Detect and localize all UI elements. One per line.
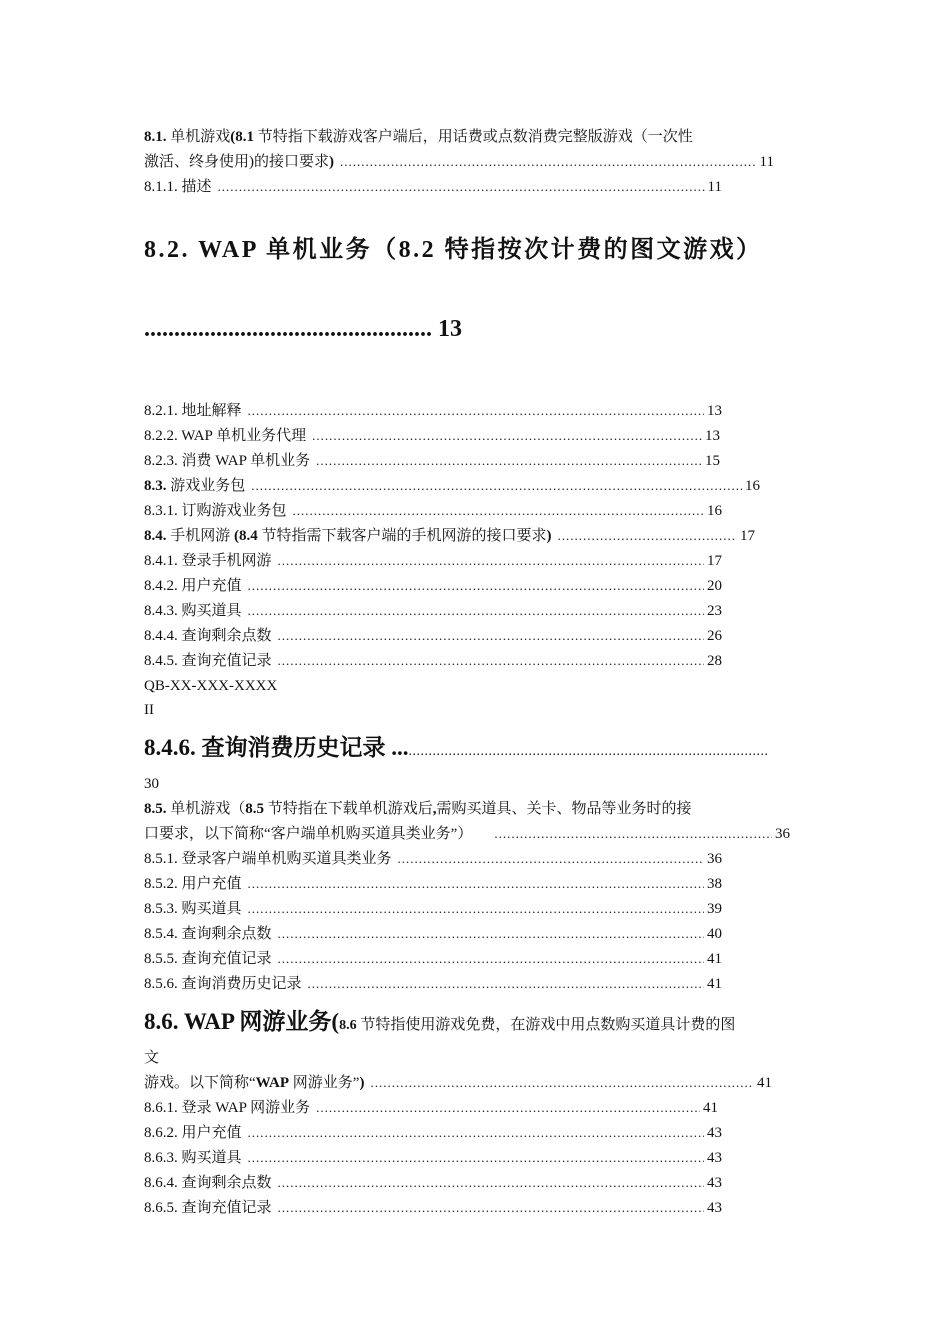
toc-entry-8-5-5[interactable] bbox=[144, 949, 722, 969]
toc-desc-cont: 游戏。以下简称“ bbox=[144, 1075, 256, 1091]
toc-entry-8-4-1[interactable] bbox=[144, 551, 722, 571]
toc-label: 8.6.3. 购买道具 bbox=[144, 1150, 242, 1166]
toc-entry-8-5-1[interactable] bbox=[144, 849, 722, 869]
page-number: 36 bbox=[775, 826, 790, 842]
toc-title: 手机网游 bbox=[166, 528, 235, 544]
doc-code: QB-XX-XXX-XXXX bbox=[144, 678, 278, 694]
page-number: 36 bbox=[707, 851, 722, 867]
toc-heading-8-6[interactable] bbox=[144, 1007, 735, 1041]
toc-label: 8.5.6. 查询消费历史记录 bbox=[144, 976, 302, 992]
dot-leader bbox=[218, 177, 705, 197]
toc-desc: 节特指需下载客户端的手机网游的接口要求 bbox=[257, 528, 547, 544]
dot-leader bbox=[316, 1098, 700, 1118]
toc-number: 8.4. bbox=[144, 528, 167, 544]
toc-entry-8-2-1[interactable] bbox=[144, 401, 722, 421]
page-number: 13 bbox=[438, 316, 462, 342]
toc-entry-8-2-2[interactable] bbox=[144, 426, 720, 446]
toc-title: 单机游戏（ bbox=[166, 801, 246, 817]
page-number: 43 bbox=[707, 1150, 722, 1166]
toc-entry-8-5-6[interactable] bbox=[144, 974, 722, 994]
toc-entry-8-2-3[interactable] bbox=[144, 451, 720, 471]
page-number: 17 bbox=[707, 553, 722, 569]
page-number: 41 bbox=[703, 1100, 718, 1116]
dot-leader bbox=[312, 426, 702, 446]
toc-label: 8.6.4. 查询剩余点数 bbox=[144, 1175, 272, 1191]
toc-desc-2: 需购买道具、关卡、物品等业务时的接 bbox=[436, 801, 692, 817]
dot-leader bbox=[248, 874, 704, 894]
roman-page-number: II bbox=[144, 702, 154, 718]
toc-entry-8-5-line2[interactable] bbox=[144, 824, 790, 844]
toc-paren: (8.1 bbox=[230, 129, 255, 145]
dot-leader bbox=[278, 1173, 704, 1193]
toc-label: 8.3.1. 订购游戏业务包 bbox=[144, 503, 287, 519]
toc-heading-8-2[interactable]: 8.2. WAP 单机业务（8.2 特指按次计费的图文游戏） bbox=[144, 237, 763, 263]
toc-paren: 8.6 bbox=[339, 1018, 357, 1033]
toc-label: 8.6.2. 用户充值 bbox=[144, 1125, 242, 1141]
page-number: 38 bbox=[707, 876, 722, 892]
toc-heading-text: 8.6. WAP 网游业务( bbox=[144, 1009, 340, 1034]
dot-leader bbox=[494, 824, 772, 844]
toc-label: 8.4.4. 查询剩余点数 bbox=[144, 628, 272, 644]
dot-leader bbox=[248, 1123, 704, 1143]
toc-entry-8-4-2[interactable] bbox=[144, 576, 722, 596]
toc-entry-8-6-2[interactable] bbox=[144, 1123, 722, 1143]
toc-heading-8-4-6-page: 30 bbox=[144, 776, 159, 792]
toc-desc: 节特指在下载单机游戏后 bbox=[264, 801, 433, 817]
dot-leader: .......................................................................................... bbox=[408, 744, 769, 759]
dot-leader bbox=[251, 476, 742, 496]
dot-leader bbox=[278, 949, 704, 969]
toc-desc-cont: 口要求，以下简称“客户端单机购买道具类业务”） bbox=[144, 826, 473, 842]
toc-label: 8.2.2. WAP 单机业务代理 bbox=[144, 428, 307, 444]
toc-label: 8.4.1. 登录手机网游 bbox=[144, 553, 272, 569]
dot-leader bbox=[308, 974, 704, 994]
dot-leader bbox=[340, 152, 757, 172]
toc-entry-8-4-3[interactable] bbox=[144, 601, 722, 621]
toc-entry-8-6-4[interactable] bbox=[144, 1173, 722, 1193]
toc-desc: 节特指下载游戏客户端后，用话费或点数消费完整版游戏（一次性 bbox=[254, 129, 693, 145]
page-number: 43 bbox=[707, 1175, 722, 1191]
toc-paren-close: ) bbox=[359, 1075, 365, 1091]
page-number: 28 bbox=[707, 653, 722, 669]
dot-leader bbox=[278, 924, 704, 944]
toc-heading-text: 8.4.6. 查询消费历史记录 ... bbox=[144, 735, 409, 760]
page-number: 39 bbox=[707, 901, 722, 917]
toc-paren-close: ) bbox=[329, 154, 335, 170]
page-number: 26 bbox=[707, 628, 722, 644]
page-number: 41 bbox=[707, 951, 722, 967]
dot-leader bbox=[278, 1198, 704, 1218]
toc-number: 8.3. bbox=[144, 478, 167, 494]
dot-leader bbox=[248, 401, 704, 421]
toc-entry-8-3-1[interactable] bbox=[144, 501, 722, 521]
toc-heading-8-4-6[interactable] bbox=[144, 733, 809, 767]
toc-label: 8.4.5. 查询充值记录 bbox=[144, 653, 272, 669]
toc-number: 8.1. bbox=[144, 129, 167, 145]
toc-entry-8-5-3[interactable] bbox=[144, 899, 722, 919]
toc-label: 8.4.2. 用户充值 bbox=[144, 578, 242, 594]
page-number: 11 bbox=[707, 179, 722, 195]
toc-entry-8-3[interactable] bbox=[144, 476, 760, 496]
page-number: 41 bbox=[707, 976, 722, 992]
toc-heading-8-6-wrap: 文 bbox=[144, 1050, 160, 1066]
toc-desc: 节特指使用游戏免费，在游戏中用点数购买道具计费的图 bbox=[356, 1017, 736, 1033]
page-number: 13 bbox=[707, 403, 722, 419]
toc-entry-8-1-line2[interactable] bbox=[144, 152, 774, 172]
dot-leader bbox=[278, 551, 704, 571]
page-number: 11 bbox=[759, 154, 774, 170]
toc-entry-8-1-line1[interactable] bbox=[144, 127, 693, 147]
page-number: 16 bbox=[745, 478, 760, 494]
dot-leader bbox=[248, 601, 704, 621]
dot-leader bbox=[248, 1148, 704, 1168]
page-number: 41 bbox=[757, 1075, 772, 1091]
dot-leader bbox=[248, 576, 704, 596]
page-number: 43 bbox=[707, 1200, 722, 1216]
toc-label: 8.5.1. 登录客户端单机购买道具类业务 bbox=[144, 851, 392, 867]
toc-entry-8-6-5[interactable] bbox=[144, 1198, 722, 1218]
toc-desc-cont: 激活、终身使用) bbox=[144, 154, 254, 170]
toc-label: 8.5.3. 购买道具 bbox=[144, 901, 242, 917]
toc-entry-8-4[interactable] bbox=[144, 526, 755, 546]
toc-title: 单机游戏 bbox=[170, 129, 231, 145]
toc-label: 8.5.4. 查询剩余点数 bbox=[144, 926, 272, 942]
toc-number: 8.5. bbox=[144, 801, 167, 817]
toc-desc-cont-2: 网游业务” bbox=[289, 1075, 360, 1091]
toc-entry-8-5-line1[interactable] bbox=[144, 799, 692, 819]
dot-leader bbox=[248, 899, 704, 919]
dot-leader bbox=[370, 1073, 754, 1093]
toc-label: 8.1.1. 描述 bbox=[144, 179, 212, 195]
toc-label: 8.5.5. 查询充值记录 bbox=[144, 951, 272, 967]
toc-paren: 8.5 bbox=[245, 801, 265, 817]
toc-entry-8-6-1[interactable] bbox=[144, 1098, 718, 1118]
toc-entry-8-6-line2[interactable] bbox=[144, 1073, 772, 1093]
toc-entry-8-5-2[interactable] bbox=[144, 874, 722, 894]
toc-label: 8.2.1. 地址解释 bbox=[144, 403, 242, 419]
toc-label: 8.5.2. 用户充值 bbox=[144, 876, 242, 892]
dot-leader bbox=[278, 651, 704, 671]
page-number: 15 bbox=[705, 453, 720, 469]
dot-leader: ................................................ bbox=[144, 316, 432, 342]
page-number: 13 bbox=[705, 428, 720, 444]
toc-title: 游戏业务包 bbox=[166, 478, 246, 494]
toc-desc-bold: WAP bbox=[255, 1075, 290, 1091]
page-number: 23 bbox=[707, 603, 722, 619]
toc-label: 8.4.3. 购买道具 bbox=[144, 603, 242, 619]
dot-leader bbox=[558, 526, 737, 546]
page-number: 17 bbox=[740, 528, 755, 544]
page-number: 43 bbox=[707, 1125, 722, 1141]
dot-leader bbox=[398, 849, 704, 869]
toc-label: 8.6.1. 登录 WAP 网游业务 bbox=[144, 1100, 311, 1116]
toc-entry-8-1-1[interactable] bbox=[144, 177, 722, 197]
toc-entry-8-6-3[interactable] bbox=[144, 1148, 722, 1168]
toc-entry-8-4-4[interactable] bbox=[144, 626, 722, 646]
toc-desc-cont-2: 的接口要求 bbox=[254, 154, 330, 170]
dot-leader bbox=[316, 451, 702, 471]
dot-leader bbox=[278, 626, 704, 646]
toc-label: 8.2.3. 消费 WAP 单机业务 bbox=[144, 453, 311, 469]
toc-paren-close: ) bbox=[546, 528, 552, 544]
page-number: 16 bbox=[707, 503, 722, 519]
page-number: 40 bbox=[707, 926, 722, 942]
dot-leader bbox=[293, 501, 704, 521]
toc-paren: (8.4 bbox=[234, 528, 258, 544]
toc-entry-8-5-4[interactable] bbox=[144, 924, 722, 944]
toc-label: 8.6.5. 查询充值记录 bbox=[144, 1200, 272, 1216]
page-number: 20 bbox=[707, 578, 722, 594]
toc-heading-8-2-leader[interactable] bbox=[144, 316, 462, 343]
toc-comma: , bbox=[432, 801, 437, 817]
toc-entry-8-4-5[interactable] bbox=[144, 651, 722, 671]
